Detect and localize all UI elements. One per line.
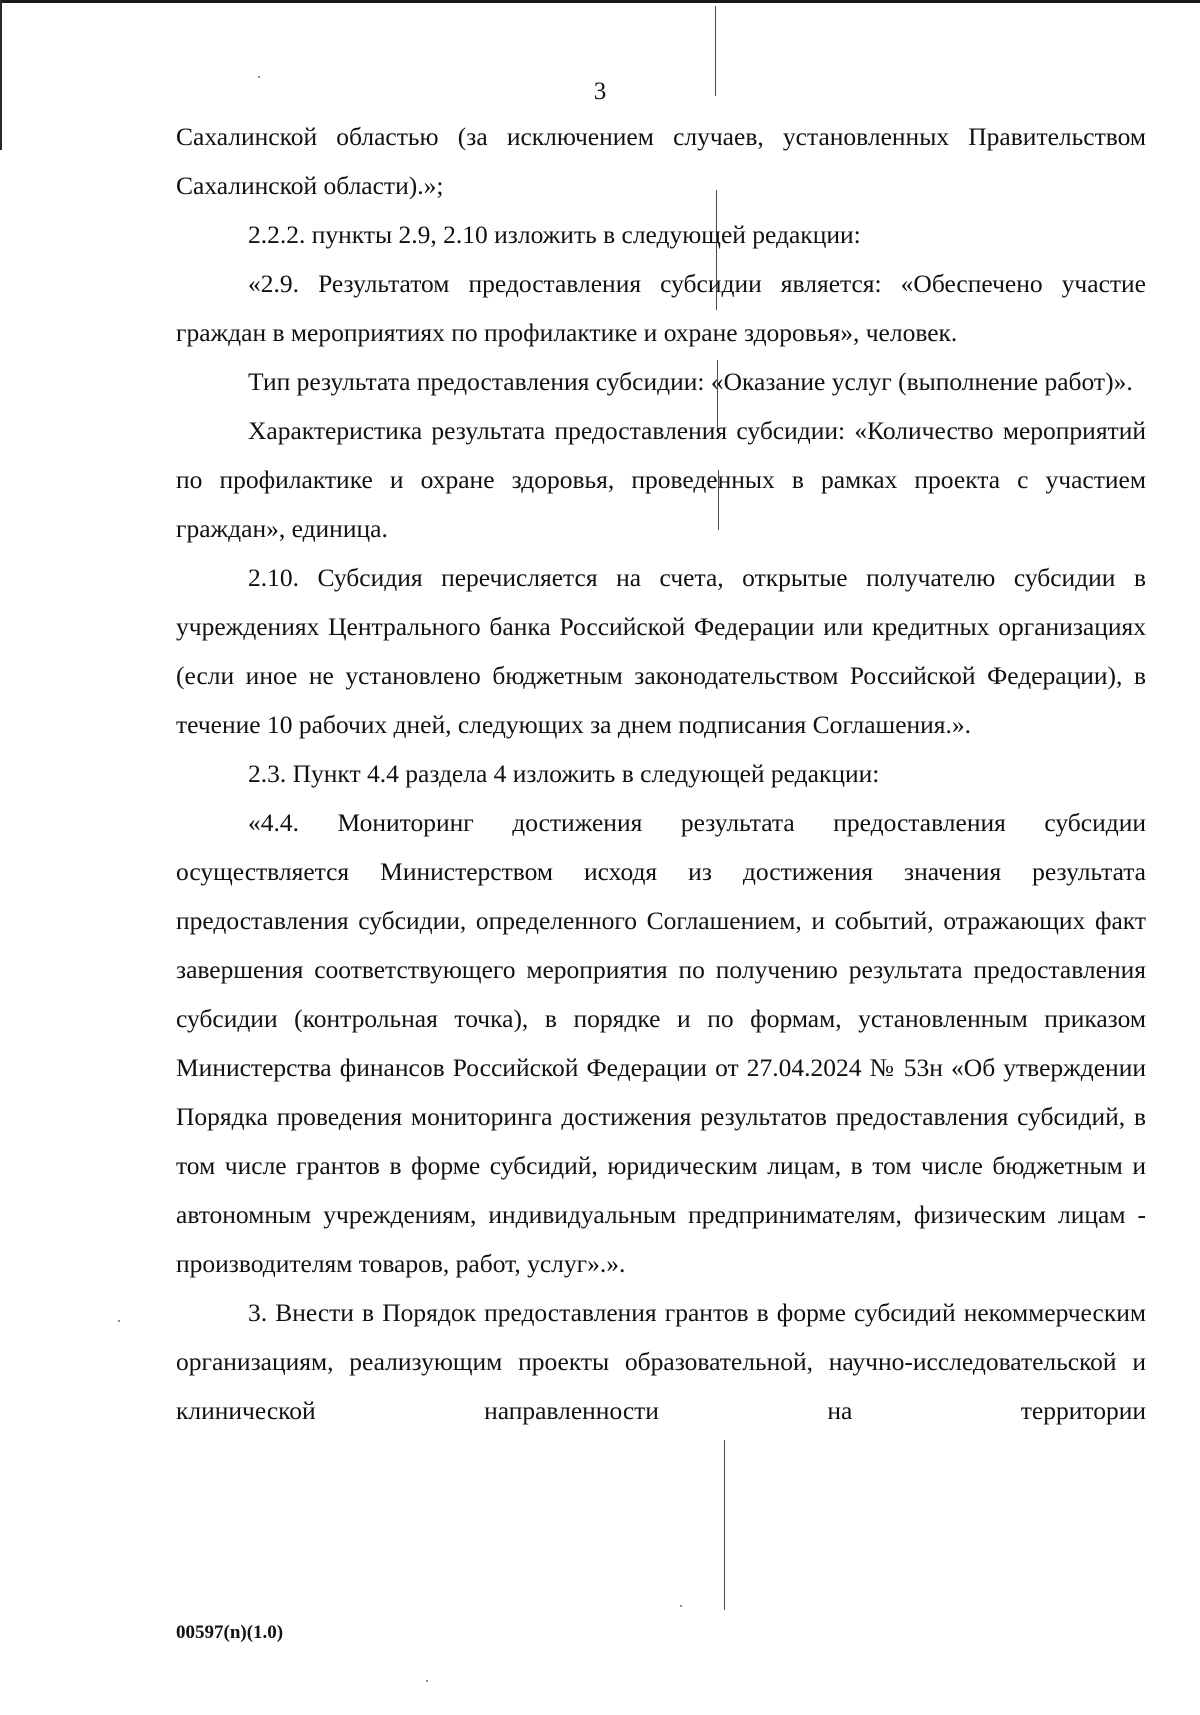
document-body [176, 112, 1146, 1435]
scan-left-edge [0, 0, 2, 150]
page-number: 3 [593, 78, 607, 105]
scan-speck [680, 1605, 682, 1607]
scan-speck [426, 1680, 428, 1682]
scan-top-edge [0, 0, 1200, 3]
paragraph-2-3: 2.3. Пункт 4.4 раздела 4 изложить в следующей редакции: [248, 759, 880, 788]
fold-line [715, 6, 716, 96]
paragraph-2-10: 2.10. Субсидия перечисляется на счета, открытые получателю субсидии в учреждениях Центрального банка Российской Федерации или кредитных организациях (если иное не установлено бюджетным законодательством Российской Федерации), в течение 10 рабочих дней, следующих за днем подписания Соглашения.». [176, 563, 1146, 739]
paragraph-2-9: «2.9. Результатом предоставления субсидии является: «Обеспечено участие граждан в мероприятиях по профилактике и охране здоровья», человек. [176, 269, 1146, 347]
paragraph-result-type: Тип результата предоставления субсидии: «Оказание услуг (выполнение работ)». [248, 367, 1133, 396]
paragraph-continuation: Сахалинской областью (за исключением случаев, установленных Правительством Сахалинской области).»; [176, 122, 1146, 200]
scan-speck [118, 1320, 120, 1322]
paragraph-result-characteristic: Характеристика результата предоставления субсидии: «Количество мероприятий по профилактике и охране здоровья, проведенных в рамках проекта с участием граждан», единица. [176, 416, 1146, 543]
paragraph-3: 3. Внести в Порядок предоставления грантов в форме субсидий некоммерческим организациям, реализующим проекты образовательной, научно-исследовательской и клинической направленности на территории [176, 1298, 1146, 1425]
paragraph-4-4: «4.4. Мониторинг достижения результата предоставления субсидии осуществляется Министерством исходя из достижения значения результата предоставления субсидии, определенного Соглашением, и событий, отражающих факт завершения соответствующего мероприятия по получению результата предоставления субсидии (контрольная точка), в порядке и по формам, установленным приказом Министерства финансов Российской Федерации от 27.04.2024 № 53н «Об утверждении Порядка проведения мониторинга достижения результатов предоставления субсидий, в том числе грантов в форме субсидий, юридическим лицам, в том числе бюджетным и автономным учреждениям, индивидуальным предпринимателям, физическим лицам - производителям товаров, работ, услуг».». [176, 808, 1146, 1278]
paragraph-2-2-2: 2.2.2. пункты 2.9, 2.10 изложить в следующей редакции: [248, 220, 861, 249]
scan-speck [258, 76, 260, 78]
document-code: 00597(n)(1.0) [176, 1622, 284, 1643]
fold-line [724, 1440, 725, 1610]
